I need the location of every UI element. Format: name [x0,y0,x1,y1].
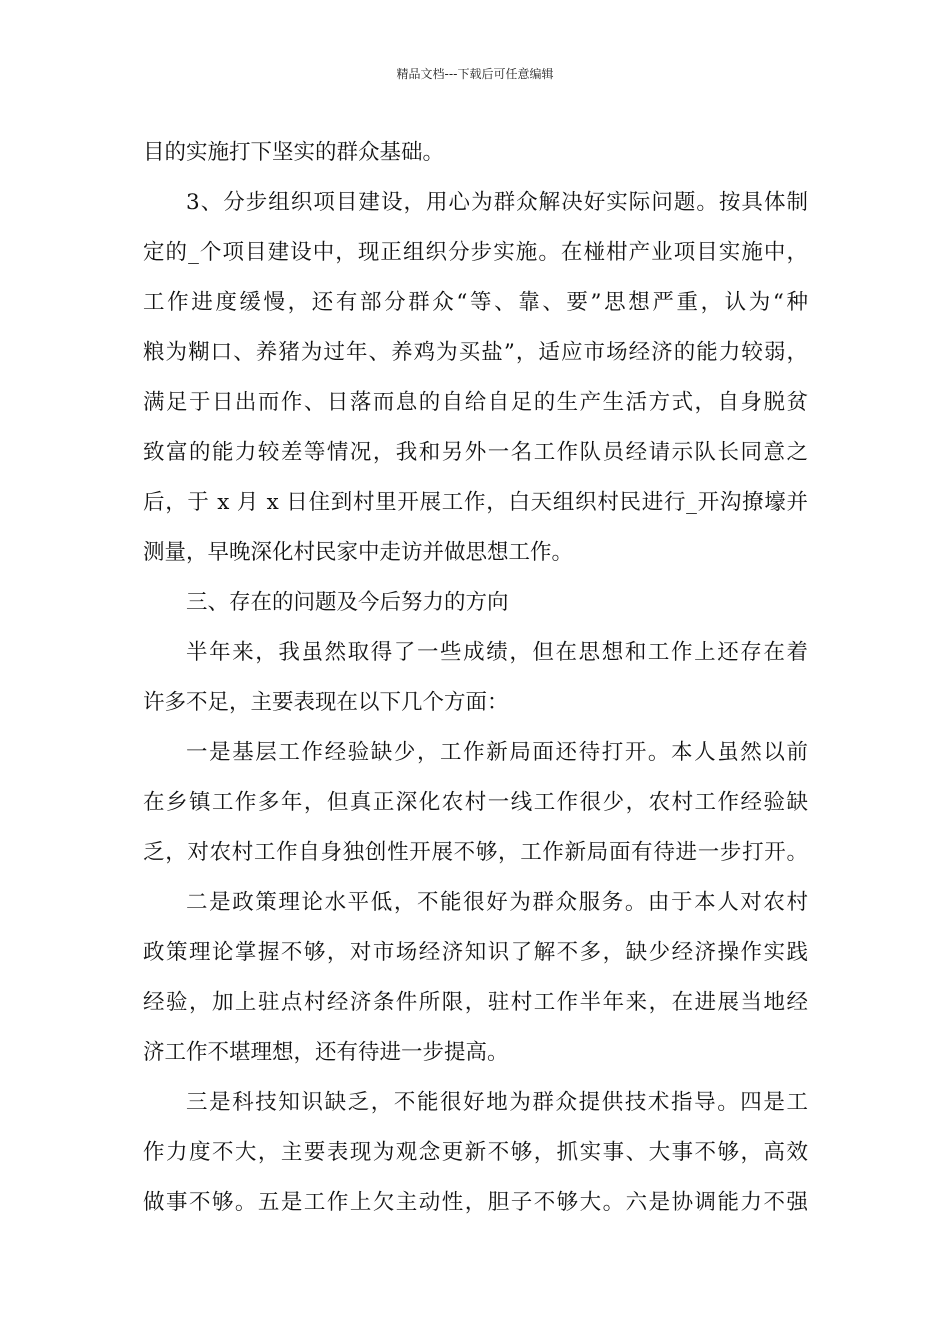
text-line: 后，于 x 月 x 日住到村里开展工作，白天组织村民进行_开沟撩壕并 [143,490,808,515]
text-line: 一是基层工作经验缺少，工作新局面还待打开。本人虽然以前 [186,740,808,765]
text-line: 工作进度缓慢，还有部分群众“等、靠、要”思想严重，认为“种 [143,290,808,315]
text-line: 许多不足，主要表现在以下几个方面： [143,690,509,715]
text-line: 目的实施打下坚实的群众基础。 [143,140,445,165]
text-line: 作力度不大，主要表现为观念更新不够，抓实事、大事不够，高效 [143,1140,808,1165]
text-line: 政策理论掌握不够，对市场经济知识了解不多，缺少经济操作实践 [143,940,808,965]
page-header: 精品文档---下载后可任意编辑 [396,67,554,81]
text-line: 3、分步组织项目建设，用心为群众解决好实际问题。按具体制 [186,190,808,215]
text-line: 三是科技知识缺乏，不能很好地为群众提供技术指导。四是工 [186,1090,808,1115]
text-line: 粮为糊口、养猪为过年、养鸡为买盐”，适应市场经济的能力较弱， [143,340,808,365]
document-body [143,128,808,1228]
text-line: 定的_个项目建设中，现正组织分步实施。在椪柑产业项目实施中， [143,240,808,265]
text-line: 致富的能力较差等情况，我和另外一名工作队员经请示队长同意之 [143,440,808,465]
text-line: 做事不够。五是工作上欠主动性，胆子不够大。六是协调能力不强 [143,1190,808,1215]
text-line: 满足于日出而作、日落而息的自给自足的生产生活方式，自身脱贫 [143,390,808,415]
text-line: 半年来，我虽然取得了一些成绩，但在思想和工作上还存在着 [186,640,808,665]
text-line: 经验，加上驻点村经济条件所限，驻村工作半年来，在进展当地经 [143,990,808,1015]
text-line: 二是政策理论水平低，不能很好为群众服务。由于本人对农村 [186,890,808,915]
section-heading: 三、存在的问题及今后努力的方向 [186,590,509,615]
text-line: 测量，早晚深化村民家中走访并做思想工作。 [143,540,574,565]
text-line: 乏，对农村工作自身独创性开展不够，工作新局面有待进一步打开。 [143,840,808,865]
text-line: 在乡镇工作多年，但真正深化农村一线工作很少，农村工作经验缺 [143,790,808,815]
text-line: 济工作不堪理想，还有待进一步提高。 [143,1040,509,1065]
